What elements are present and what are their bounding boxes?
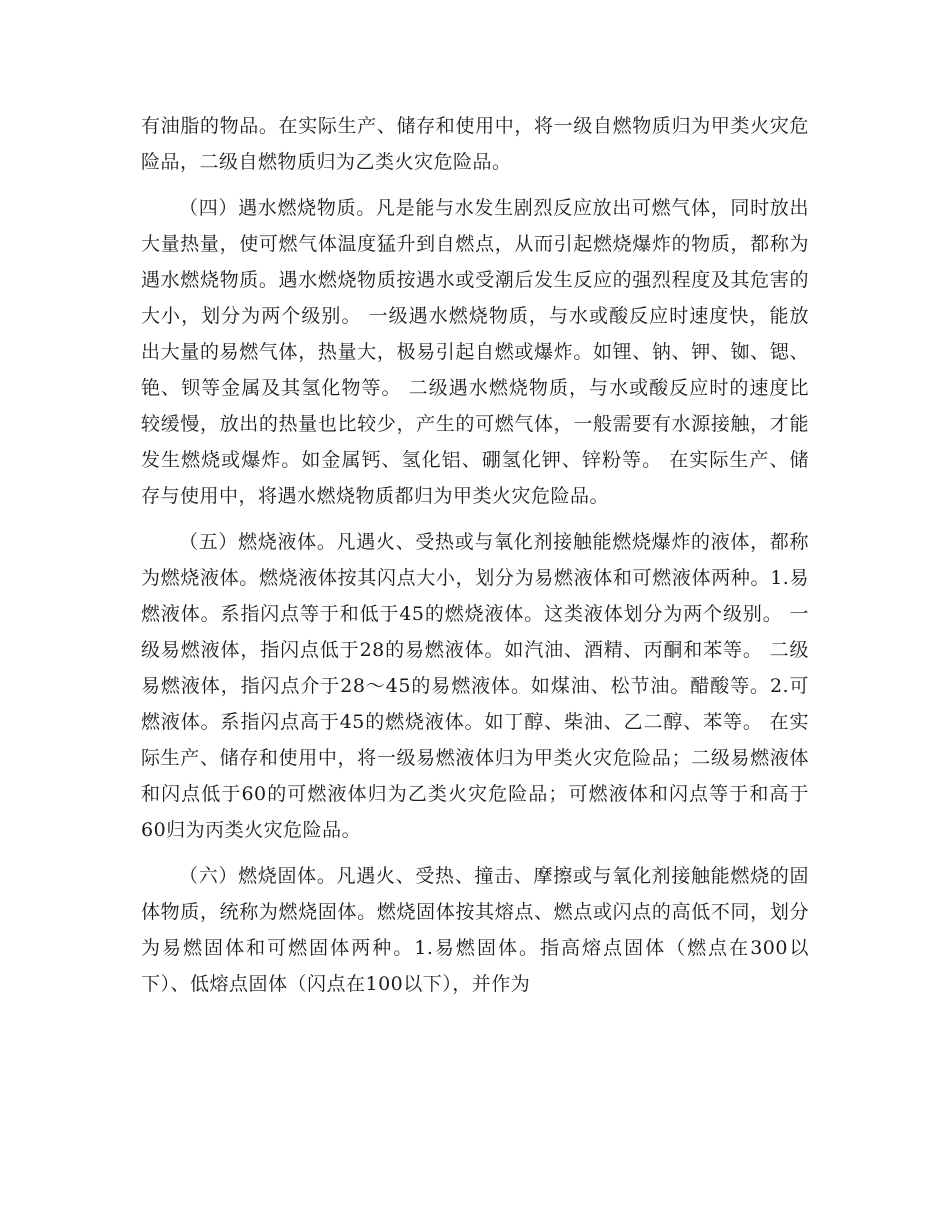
paragraph-continuation: 有油脂的物品。在实际生产、储存和使用中，将一级自燃物质归为甲类火灾危险品，二级自燃物质归为乙类火灾危险品。 [141, 115, 809, 173]
paragraph-flammable-solids: （六）燃烧固体。凡遇火、受热、撞击、摩擦或与氧化剂接触能燃烧的固体物质，统称为燃烧固体。燃烧固体按其熔点、燃点或闪点的高低不同，划分为易燃固体和可燃固体两种。1.易燃固体。指高熔点固体（燃点在300以下）、低熔点固体（闪点在100以下），并作为 [141, 865, 809, 995]
paragraph-water-reactive-substances: （四）遇水燃烧物质。凡是能与水发生剧烈反应放出可燃气体，同时放出大量热量，使可燃气体温度猛升到自燃点，从而引起燃烧爆炸的物质，都称为遇水燃烧物质。遇水燃烧物质按遇水或受潮后发生反应的强烈程度及其危害的大小，划分为两个级别。 一级遇水燃烧物质，与水或酸反应时速度快，能放出大量的易燃气体，热量大，极易引起自燃或爆炸。如锂、钠、钾、铷、锶、铯、钡等金属及其氢化物等。 二级遇水燃烧物质，与水或酸反应时的速度比较缓慢，放出的热量也比较少，产生的可燃气体，一般需要有水源接触，才能发生燃烧或爆炸。如金属钙、氢化铝、硼氢化钾、锌粉等。 在实际生产、储存与使用中，将遇水燃烧物质都归为甲类火灾危险品。 [141, 197, 809, 507]
document-body [141, 108, 809, 1012]
paragraph-flammable-liquids: （五）燃烧液体。凡遇火、受热或与氧化剂接触能燃烧爆炸的液体，都称为燃烧液体。燃烧液体按其闪点大小，划分为易燃液体和可燃液体两种。1.易燃液体。系指闪点等于和低于45的燃烧液体。这类液体划分为两个级别。 一级易燃液体，指闪点低于28的易燃液体。如汽油、酒精、丙酮和苯等。 二级易燃液体，指闪点介于28～45的易燃液体。如煤油、松节油。醋酸等。2.可燃液体。系指闪点高于45的燃烧液体。如丁醇、柴油、乙二醇、苯等。 在实际生产、储存和使用中，将一级易燃液体归为甲类火灾危险品；二级易燃液体和闪点低于60的可燃液体归为乙类火灾危险品；可燃液体和闪点等于和高于60归为丙类火灾危险品。 [141, 531, 809, 841]
